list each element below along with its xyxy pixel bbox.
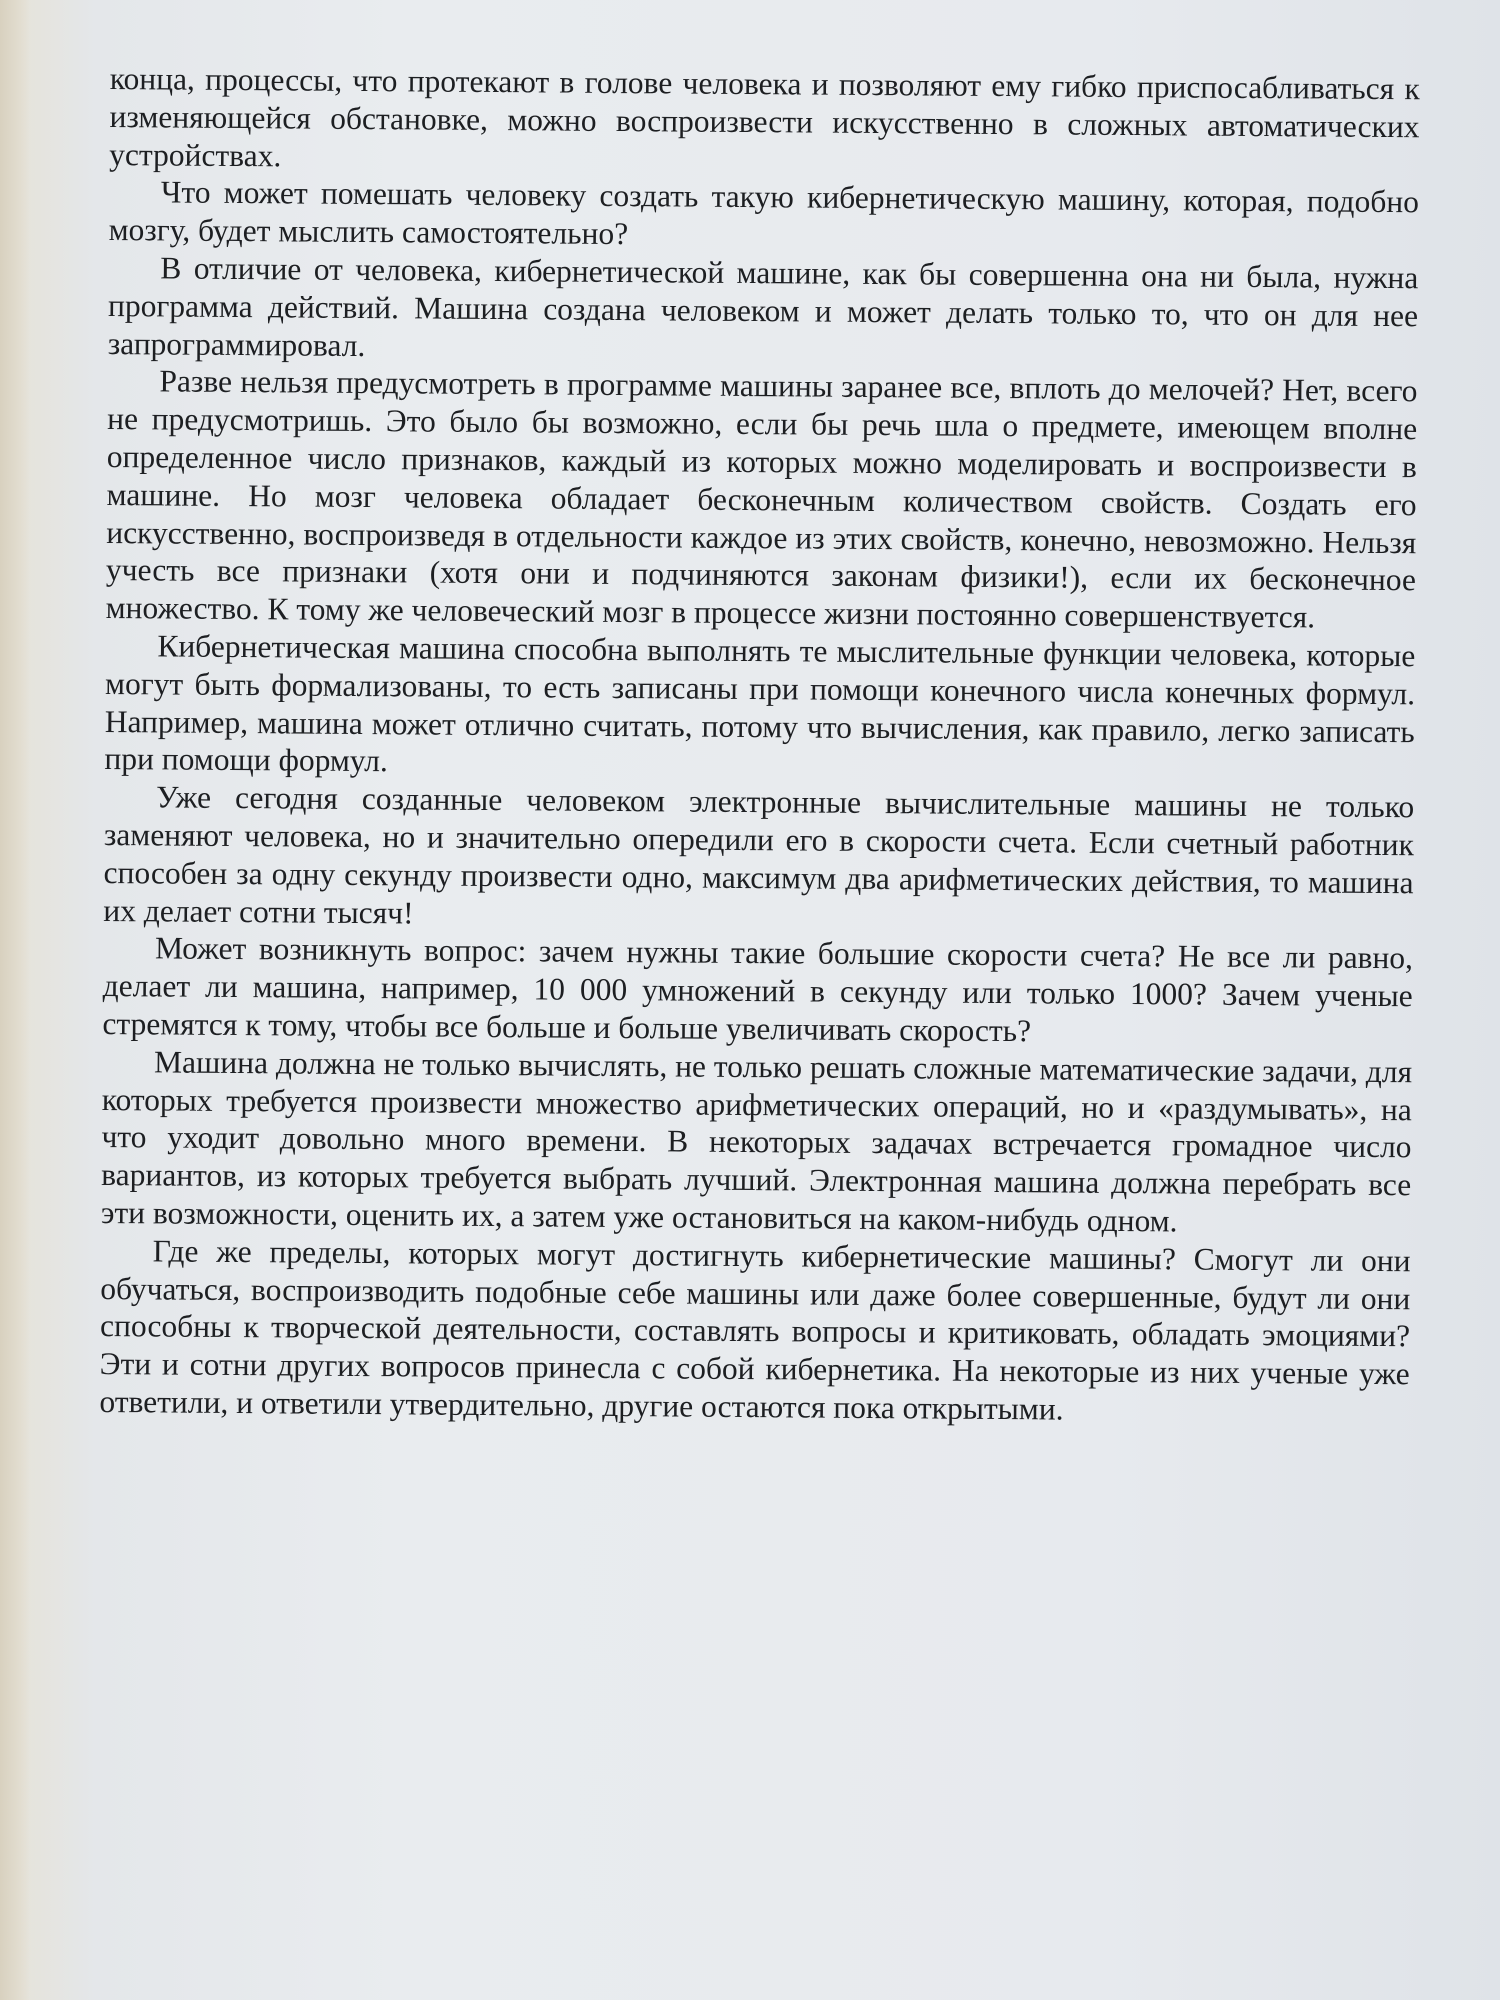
paragraph-2: Что может помешать человеку создать такую кибернетическую машину, которая, подобно мозгу, будет мыслить самостоятельно? — [108, 174, 1420, 252]
paragraph-4: Разве нельзя предусмотреть в программе машины заранее все, вплоть до мелочей? Нет, всего не предусмотришь. Это было бы возможно, если бы речь шла о предмете, имеющем вполне определенное число признаков, каждый из которых можно моделировать и воспроизвести в машине. Но мозг человека обладает бесконечным количеством свойств. Создать его искусственно, воспроизведя в отдельности каждое из этих свойств, конечно, невозможно. Нельзя учесть все признаки (хотя они и подчиняются законам физики!), если их бесконечное множество. К тому же человеческий мозг в процессе жизни постоянно совершенствуется. — [105, 363, 1418, 635]
page-text — [99, 60, 1420, 1431]
paragraph-6: Уже сегодня созданные человеком электронные вычислительные машины не только заменяют человека, но и значительно опередили его в скорости счета. Если счетный работник способен за одну секунду произвести одно, максимум два арифметических действия, то машина их делает сотни тысяч! — [103, 779, 1415, 930]
paragraph-5: Кибернетическая машина способна выполнять те мыслительные функции человека, которые могут быть формализованы, то есть записаны при помощи конечного числа конечных формул. Например, машина может отлично считать, потому что вычисления, как правило, легко записать при помощи формул. — [104, 628, 1416, 779]
paragraph-9: Где же пределы, которых могут достигнуть кибернетические машины? Смогут ли они обучаться, воспроизводить подобные себе машины или даже более совершенные, будут ли они способны к творческой деятельности, составлять вопросы и критиковать, обладать эмоциями? Эти и сотни других вопросов принесла с собой кибернетика. На некоторые из них ученые уже ответили, и ответили утвердительно, другие остаются пока открытыми. — [99, 1233, 1411, 1427]
paragraph-3: В отличие от человека, кибернетической машине, как бы совершенна она ни была, нужна программа действий. Машина создана человеком и может делать только то, что он для нее запрограммировал. — [107, 250, 1419, 363]
paragraph-1: конца, процессы, что протекают в голове человека и позволяют ему гибко приспосабливаться к изменяющейся обстановке, можно воспроизвести искусственно в сложных автоматических устройствах. — [109, 60, 1420, 173]
paragraph-7: Может возникнуть вопрос: зачем нужны такие большие скорости счета? Не все ли равно, делает ли машина, например, 10 000 умножений в секунду или только 1000? Зачем ученые стремятся к тому, чтобы все больше и больше увеличивать скорость? — [102, 930, 1414, 1049]
binding-gutter — [0, 0, 30, 2000]
paragraph-8: Машина должна не только вычислять, не только решать сложные математические задачи, для которых требуется произвести множество арифметических операций, но и «раздумывать», на что уходит довольно много времени. В некоторых задачах встречается громадное число вариантов, из которых требуется выбрать лучший. Электронная машина должна перебрать все эти возможности, оценить их, а затем уже остановиться на каком-нибудь одном. — [100, 1044, 1413, 1239]
